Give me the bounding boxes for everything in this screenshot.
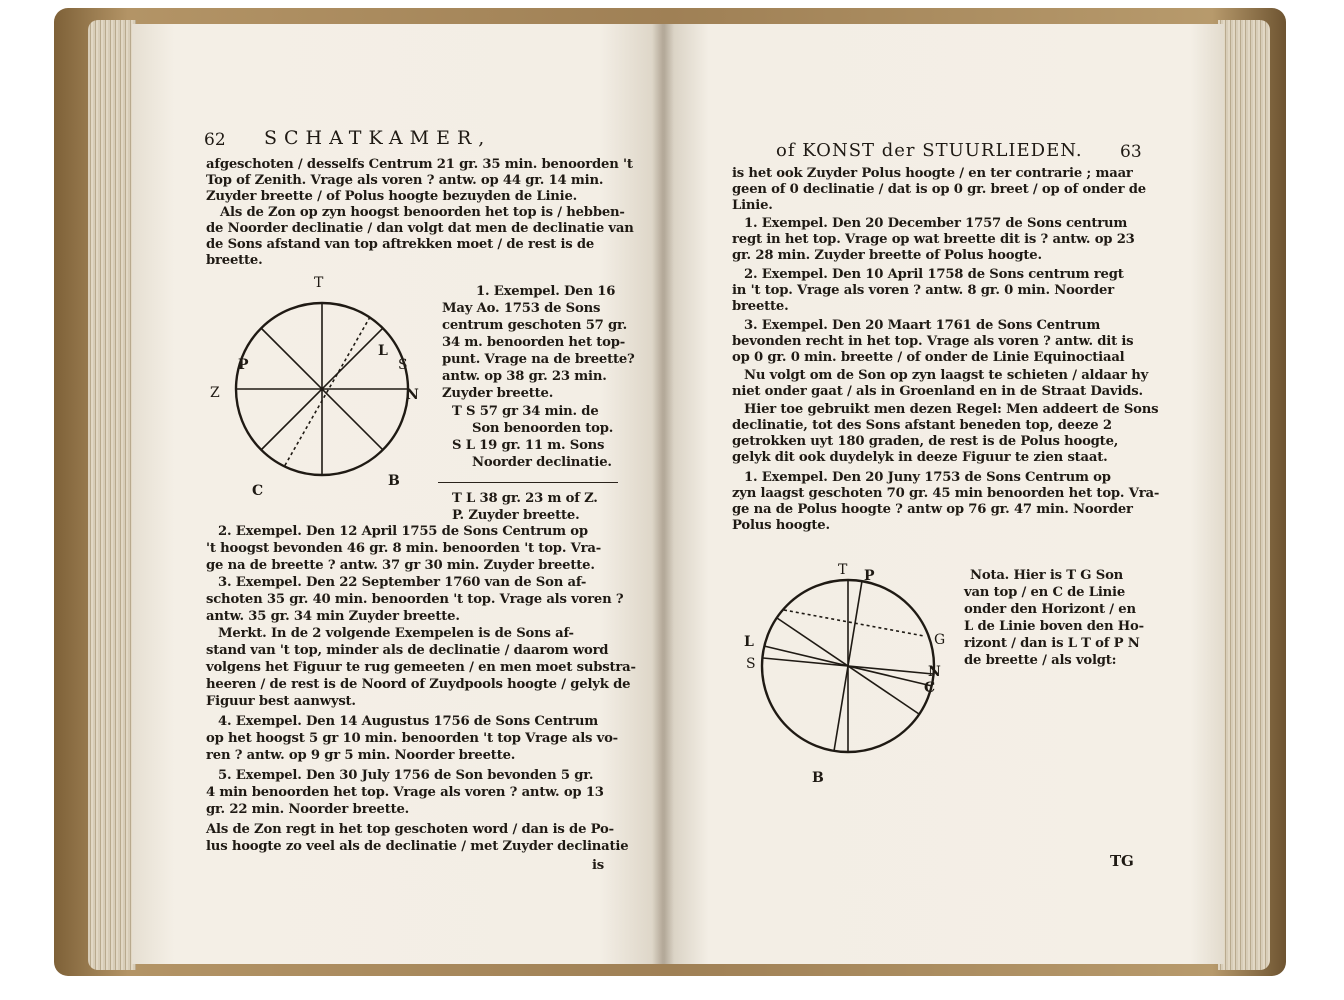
text-line: antw. op 38 gr. 23 min. [442,369,607,384]
figure-label-t: T [838,562,848,578]
figure-label-p: P [238,357,249,373]
text-line: May Ao. 1753 de Sons [442,301,601,316]
text-line: gr. 28 min. Zuyder breette of Polus hoogte. [732,248,1042,263]
text-line: Nu volgt om de Son op zyn laagst te schieten / aldaar hy [744,368,1149,383]
text-line: niet onder gaat / als in Groenland en in de Straat Davids. [732,384,1143,399]
text-line: op 0 gr. 0 min. breette / of onder de Linie Equinoctiaal [732,350,1125,365]
text-line: bevonden recht in het top. Vrage als voren ? antw. dit is [732,334,1134,349]
text-line: Merkt. In de 2 volgende Exempelen is de Sons af- [218,626,574,641]
text-line: heeren / de rest is de Noord of Zuydpools hoogte / gelyk de [206,677,631,692]
text-line: 4. Exempel. Den 14 Augustus 1756 de Sons Centrum [218,714,598,729]
page-number: 63 [1120,142,1142,162]
book-gutter [652,24,674,964]
text-line: Zuyder breette / of Polus hoogte bezuyden de Linie. [206,189,578,204]
text-line: 1. Exempel. Den 20 Juny 1753 de Sons Centrum op [744,470,1111,485]
text-line: antw. 35 gr. 34 min Zuyder breette. [206,609,460,624]
text-line: 't hoogst bevonden 46 gr. 8 min. benoorden 't top. Vra- [206,541,601,556]
text-line: gr. 22 min. Noorder breette. [206,802,410,817]
text-line: schoten 35 gr. 40 min. benoorden 't top. Vrage als voren ? [206,592,624,607]
text-line: onder den Horizont / en [964,602,1136,617]
catchword: is [592,858,605,873]
polus-height-figure [738,552,978,792]
text-line: Polus hoogte. [732,518,830,533]
sun-altitude-figure [202,269,442,509]
text-line: Noorder declinatie. [472,455,612,470]
text-line: Als de Zon regt in het top geschoten word / dan is de Po- [206,822,614,837]
page-number: 62 [204,130,226,150]
text-line: 3. Exempel. Den 20 Maart 1761 de Sons Centrum [744,318,1101,333]
text-line: is het ook Zuyder Polus hoogte / en ter contrarie ; maar [732,166,1133,181]
text-line: de Sons afstand van top aftrekken moet / de rest is de [206,237,595,252]
catchword: TG [1110,852,1134,870]
left-page [132,24,664,964]
text-line: centrum geschoten 57 gr. [442,318,627,333]
text-line: 2. Exempel. Den 10 April 1758 de Sons centrum regt [744,267,1124,282]
text-line: 5. Exempel. Den 30 July 1756 de Son bevonden 5 gr. [218,768,594,783]
text-line: van top / en C de Linie [964,585,1126,600]
text-line: declinatie, tot des Sons afstant beneden top, deeze 2 [732,418,1112,433]
text-line: op het hoogst 5 gr 10 min. benoorden 't top Vrage als vo- [206,731,618,746]
text-line: Top of Zenith. Vrage als voren ? antw. op 44 gr. 14 min. [206,173,604,188]
figure-label-l: L [378,343,388,359]
figure-label-s: S [398,357,408,373]
figure-label-b: B [388,473,400,489]
figure-label-t: T [314,275,324,291]
figure-label-g: G [934,632,946,648]
text-line: Nota. Hier is T G Son [970,568,1124,583]
text-line: ge na de breette ? antw. 37 gr 30 min. Zuyder breette. [206,558,595,573]
text-line: breette. [732,299,789,314]
text-line: 1. Exempel. Den 16 [476,284,616,299]
text-line: Hier toe gebruikt men dezen Regel: Men addeert de Sons [744,402,1159,417]
text-line: getrokken uyt 180 graden, de rest is de Polus hoogte, [732,434,1119,449]
figure-label-n: N [406,387,419,403]
text-line: 3. Exempel. Den 22 September 1760 van de Son af- [218,575,587,590]
text-line: rizont / dan is L T of P N [964,636,1140,651]
text-line: Zuyder breette. [442,386,554,401]
text-line: afgeschoten / desselfs Centrum 21 gr. 35 min. benoorden 't [206,157,633,172]
text-line: Linie. [732,198,773,213]
figure-label-p: P [864,568,875,584]
sum-rule [438,482,618,483]
text-line: 1. Exempel. Den 20 December 1757 de Sons centrum [744,216,1128,231]
text-line: geen of 0 declinatie / dat is op 0 gr. breet / op of onder de [732,182,1146,197]
figure-label-b: B [812,770,824,786]
text-line: Figuur best aanwyst. [206,694,356,709]
text-line: ren ? antw. op 9 gr 5 min. Noorder breette. [206,748,516,763]
text-line: T S 57 gr 34 min. de [452,404,599,419]
text-line: 2. Exempel. Den 12 April 1755 de Sons Centrum op [218,524,588,539]
text-line: L de Linie boven den Ho- [964,619,1144,634]
right-page [664,24,1224,964]
figure-label-c: C [252,483,264,499]
text-line: ge na de Polus hoogte ? antw op 76 gr. 47 min. Noorder [732,502,1133,517]
text-line: de Noorder declinatie / dan volgt dat men de declinatie van [206,221,634,236]
text-line: breette. [206,253,263,268]
text-line: zyn laagst geschoten 70 gr. 45 min benoorden het top. Vra- [732,486,1160,501]
running-head: of KONST der STUURLIEDEN. [776,140,1083,161]
text-line: 4 min benoorden het top. Vrage als voren ? antw. op 13 [206,785,604,800]
text-line: S L 19 gr. 11 m. Sons [452,438,605,453]
example-1-result: P. Zuyder breette. [452,508,580,523]
page-edges-left [88,20,136,970]
text-line: regt in het top. Vrage op wat breette dit is ? antw. op 23 [732,232,1135,247]
page-edges-right [1218,20,1270,970]
text-line: gelyk dit ook duydelyk in deeze Figuur te zien staat. [732,450,1108,465]
figure-label-l: L [744,634,754,650]
text-line: volgens het Figuur te rug gemeeten / en men moet substra- [206,660,636,675]
text-line: 34 m. benoorden het top- [442,335,626,350]
text-line: lus hoogte zo veel als de declinatie / met Zuyder declinatie [206,839,629,854]
figure-label-n: N [928,664,941,680]
text-line: stand van 't top, minder als de declinatie / daarom word [206,643,609,658]
running-head: SCHATKAMER, [264,127,492,149]
figure-label-c: C [924,680,936,696]
text-line: Son benoorden top. [472,421,614,436]
text-line: punt. Vrage na de breette? [442,352,635,367]
figure-label-s: S [746,656,756,672]
text-line: de breette / als volgt: [964,653,1117,668]
text-line: Als de Zon op zyn hoogst benoorden het top is / hebben- [220,205,625,220]
text-line: in 't top. Vrage als voren ? antw. 8 gr. 0 min. Noorder [732,283,1114,298]
figure-label-z: Z [210,385,220,401]
example-1-result: T L 38 gr. 23 m of Z. [452,491,598,506]
